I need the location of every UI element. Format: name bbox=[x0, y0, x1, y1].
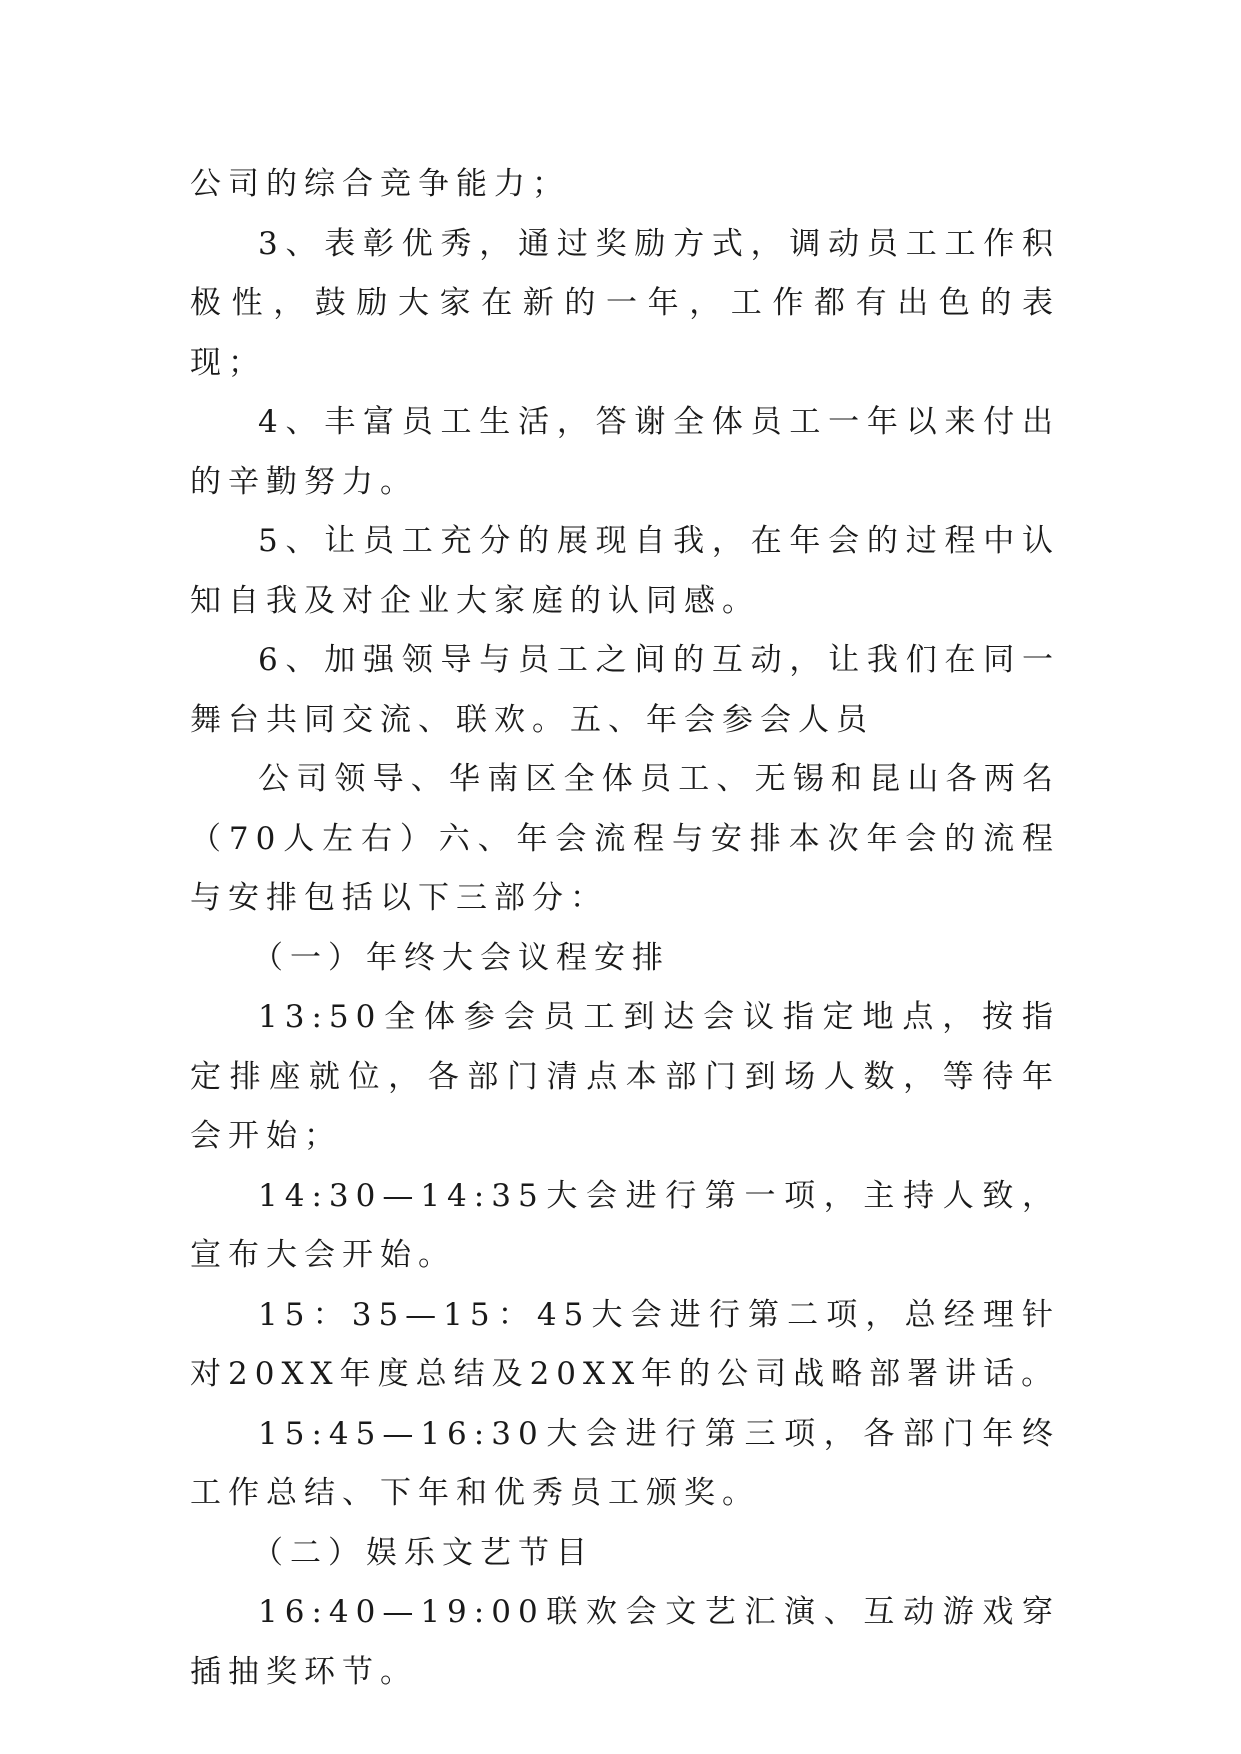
entertainment-item-1640: 16:40—19:00联欢会文艺汇演、互动游戏穿插抽奖环节。 bbox=[190, 1594, 1060, 1690]
section-heading-agenda: （一）年终大会议程安排 bbox=[252, 939, 670, 976]
paragraph-item-5: 5、让员工充分的展现自我，在年会的过程中认知自我及对企业大家庭的认同感。 bbox=[190, 523, 1060, 619]
document-page bbox=[190, 155, 1060, 1702]
paragraph-continuation: 公司的综合竞争能力； bbox=[190, 166, 570, 202]
section-heading-entertainment: （二）娱乐文艺节目 bbox=[252, 1534, 594, 1571]
paragraph-attendees: 公司领导、华南区全体员工、无锡和昆山各两名（70人左右）六、年会流程与安排本次年会的流程与安排包括以下三部分： bbox=[190, 761, 1060, 916]
agenda-item-1535: 15：35—15：45大会进行第二项，总经理针对20XX年度总结及20XX年的公司战略部署讲话。 bbox=[190, 1296, 1060, 1392]
agenda-item-1430: 14:30—14:35大会进行第一项，主持人致，宣布大会开始。 bbox=[190, 1177, 1060, 1273]
paragraph-item-4: 4、丰富员工生活，答谢全体员工一年以来付出的辛勤努力。 bbox=[190, 404, 1060, 500]
paragraph-item-6: 6、加强领导与员工之间的互动，让我们在同一舞台共同交流、联欢。五、年会参会人员 bbox=[190, 642, 1060, 738]
paragraph-item-3: 3、表彰优秀，通过奖励方式，调动员工工作积极性，鼓励大家在新的一年，工作都有出色的表现； bbox=[190, 225, 1060, 381]
agenda-item-1350: 13:50全体参会员工到达会议指定地点，按指定排座就位，各部门清点本部门到场人数，等待年会开始； bbox=[190, 999, 1060, 1154]
agenda-item-1545: 15:45—16:30大会进行第三项，各部门年终工作总结、下年和优秀员工颁奖。 bbox=[190, 1415, 1060, 1511]
